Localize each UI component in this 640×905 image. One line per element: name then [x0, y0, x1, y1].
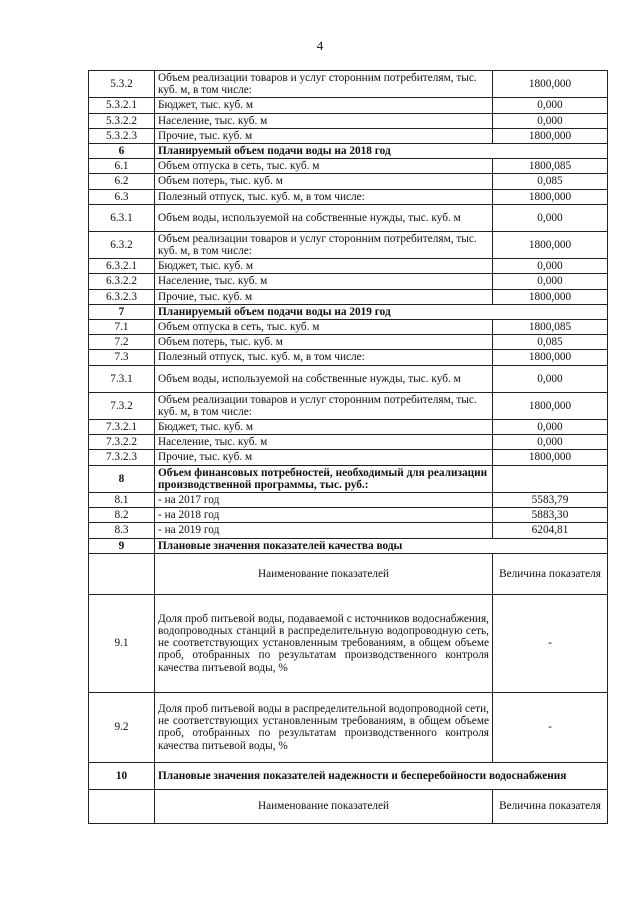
indicator-name: Полезный отпуск, тыс. куб. м, в том числе:: [155, 189, 493, 204]
table-row: [89, 274, 608, 289]
indicator-name: Объем потерь, тыс. куб. м: [155, 174, 493, 189]
indicator-value: 1800,000: [493, 289, 608, 304]
row-number: 6.3.1: [89, 204, 155, 231]
indicator-value: 0,000: [493, 274, 608, 289]
indicator-value: 0,000: [493, 365, 608, 392]
section-row: [89, 304, 608, 319]
row-number: 7.3.2.3: [89, 450, 155, 465]
section-title: Плановые значения показателей надежности и бесперебойности водоснабжения: [155, 762, 608, 789]
header-row: [89, 789, 608, 823]
indicator-name: Объем отпуска в сеть, тыс. куб. м: [155, 320, 493, 335]
indicator-name: - на 2017 год: [155, 493, 493, 508]
indicator-name: Объем реализации товаров и услуг сторонним потребителям, тыс. куб. м, в том числе:: [155, 392, 493, 419]
row-number: 6.3.2.3: [89, 289, 155, 304]
indicator-value: 0,000: [493, 420, 608, 435]
row-number-cell: [89, 789, 155, 823]
section-row: [89, 762, 608, 789]
section-number: 6: [89, 144, 155, 159]
indicator-name: Объем потерь, тыс. куб. м: [155, 335, 493, 350]
indicator-name: - на 2018 год: [155, 508, 493, 523]
indicator-name: Объем воды, используемой на собственные нужды, тыс. куб. м: [155, 365, 493, 392]
row-number: 9.2: [89, 692, 155, 762]
row-number: 7.3.2.2: [89, 435, 155, 450]
indicator-value: 0,000: [493, 435, 608, 450]
table-row: [89, 189, 608, 204]
table-row: [89, 71, 608, 98]
indicator-name: Прочие, тыс. куб. м: [155, 450, 493, 465]
indicator-name: Население, тыс. куб. м: [155, 435, 493, 450]
indicator-value: 5583,79: [493, 493, 608, 508]
program-table-body: [89, 71, 608, 824]
row-number: 8.1: [89, 493, 155, 508]
indicator-value: 0,000: [493, 204, 608, 231]
table-row: [89, 420, 608, 435]
table-row: [89, 350, 608, 365]
table-row: [89, 128, 608, 143]
indicator-value: 0,085: [493, 335, 608, 350]
row-number: 6.3: [89, 189, 155, 204]
indicator-name: Полезный отпуск, тыс. куб. м, в том числе:: [155, 350, 493, 365]
table-row: [89, 159, 608, 174]
indicator-name: Объем отпуска в сеть, тыс. куб. м: [155, 159, 493, 174]
table-row: [89, 289, 608, 304]
indicator-name: Доля проб питьевой воды, подаваемой с источников водоснабжения, водопроводных станций в распределительную водопроводную сеть, не соответствующих установленным требованиям, в общем объеме проб, отобранных по результатам производственного контроля качества питьевой воды, %: [155, 594, 493, 692]
indicator-value: 1800,000: [493, 189, 608, 204]
indicator-value: 1800,000: [493, 350, 608, 365]
table-row: [89, 508, 608, 523]
table-row: [89, 231, 608, 258]
indicator-value: 0,085: [493, 174, 608, 189]
row-number: 9.1: [89, 594, 155, 692]
table-row: [89, 523, 608, 538]
indicator-name: Прочие, тыс. куб. м: [155, 289, 493, 304]
section-number: 7: [89, 304, 155, 319]
row-number: 7.1: [89, 320, 155, 335]
table-row: [89, 335, 608, 350]
table-row: [89, 435, 608, 450]
row-number: 6.3.2: [89, 231, 155, 258]
column-header-indicator: Наименование показателей: [155, 553, 493, 594]
table-row: [89, 392, 608, 419]
indicator-name: Объем воды, используемой на собственные нужды, тыс. куб. м: [155, 204, 493, 231]
indicator-name: Объем реализации товаров и услуг сторонним потребителям, тыс. куб. м, в том числе:: [155, 71, 493, 98]
row-number: 5.3.2.3: [89, 128, 155, 143]
header-row: [89, 553, 608, 594]
indicator-value: 1800,000: [493, 231, 608, 258]
indicator-value: 1800,000: [493, 392, 608, 419]
indicator-value: 0,000: [493, 259, 608, 274]
row-number: 8: [89, 465, 155, 492]
table-row: [89, 493, 608, 508]
table-row: [89, 465, 608, 492]
row-number: 6.3.2.1: [89, 259, 155, 274]
row-number: 8.3: [89, 523, 155, 538]
column-header-value: Величина показателя: [493, 553, 608, 594]
column-header-indicator: Наименование показателей: [155, 789, 493, 823]
section-title: Плановые значения показателей качества воды: [155, 538, 608, 553]
page-number: 4: [316, 38, 324, 53]
indicator-value: 1800,085: [493, 320, 608, 335]
row-number: 7.3.2: [89, 392, 155, 419]
section-row: [89, 144, 608, 159]
indicator-value: 1800,000: [493, 71, 608, 98]
row-number-cell: [89, 553, 155, 594]
indicator-name: Население, тыс. куб. м: [155, 274, 493, 289]
indicator-value: 0,000: [493, 98, 608, 113]
row-number: 6.3.2.2: [89, 274, 155, 289]
section-title: Планируемый объем подачи воды на 2019 год: [155, 304, 608, 319]
row-number: 6.2: [89, 174, 155, 189]
indicator-name: Бюджет, тыс. куб. м: [155, 259, 493, 274]
section-title: Планируемый объем подачи воды на 2018 год: [155, 144, 608, 159]
column-header-value: Величина показателя: [493, 789, 608, 823]
indicator-name: Население, тыс. куб. м: [155, 113, 493, 128]
table-row: [89, 113, 608, 128]
indicator-name: Прочие, тыс. куб. м: [155, 128, 493, 143]
row-number: 7.3: [89, 350, 155, 365]
indicator-name: Объем финансовых потребностей, необходимый для реализации производственной программы, тыс. руб.:: [155, 465, 493, 492]
indicator-value: 6204,81: [493, 523, 608, 538]
table-row: [89, 98, 608, 113]
row-number: 5.3.2: [89, 71, 155, 98]
indicator-value: [493, 465, 608, 492]
table-row: [89, 204, 608, 231]
section-number: 9: [89, 538, 155, 553]
program-table: [88, 70, 608, 824]
row-number: 7.3.1: [89, 365, 155, 392]
indicator-value: -: [493, 594, 608, 692]
section-number: 10: [89, 762, 155, 789]
table-row: [89, 320, 608, 335]
indicator-name: Доля проб питьевой воды в распределительной водопроводной сети, не соответствующих установленным требованиям, в общем объеме проб, отобранных по результатам производственного контроля качества питьевой воды, %: [155, 692, 493, 762]
indicator-value: 1800,085: [493, 159, 608, 174]
indicator-name: Бюджет, тыс. куб. м: [155, 98, 493, 113]
table-row: [89, 259, 608, 274]
table-row: [89, 450, 608, 465]
indicator-name: Бюджет, тыс. куб. м: [155, 420, 493, 435]
table-row: [89, 174, 608, 189]
section-row: [89, 538, 608, 553]
indicator-name: - на 2019 год: [155, 523, 493, 538]
indicator-value: 1800,000: [493, 450, 608, 465]
indicator-value: 0,000: [493, 113, 608, 128]
row-number: 6.1: [89, 159, 155, 174]
row-number: 5.3.2.2: [89, 113, 155, 128]
row-number: 8.2: [89, 508, 155, 523]
table-row: [89, 594, 608, 692]
table-row: [89, 692, 608, 762]
row-number: 5.3.2.1: [89, 98, 155, 113]
indicator-name: Объем реализации товаров и услуг сторонним потребителям, тыс. куб. м, в том числе:: [155, 231, 493, 258]
table-row: [89, 365, 608, 392]
indicator-value: -: [493, 692, 608, 762]
row-number: 7.2: [89, 335, 155, 350]
row-number: 7.3.2.1: [89, 420, 155, 435]
indicator-value: 1800,000: [493, 128, 608, 143]
indicator-value: 5883,30: [493, 508, 608, 523]
